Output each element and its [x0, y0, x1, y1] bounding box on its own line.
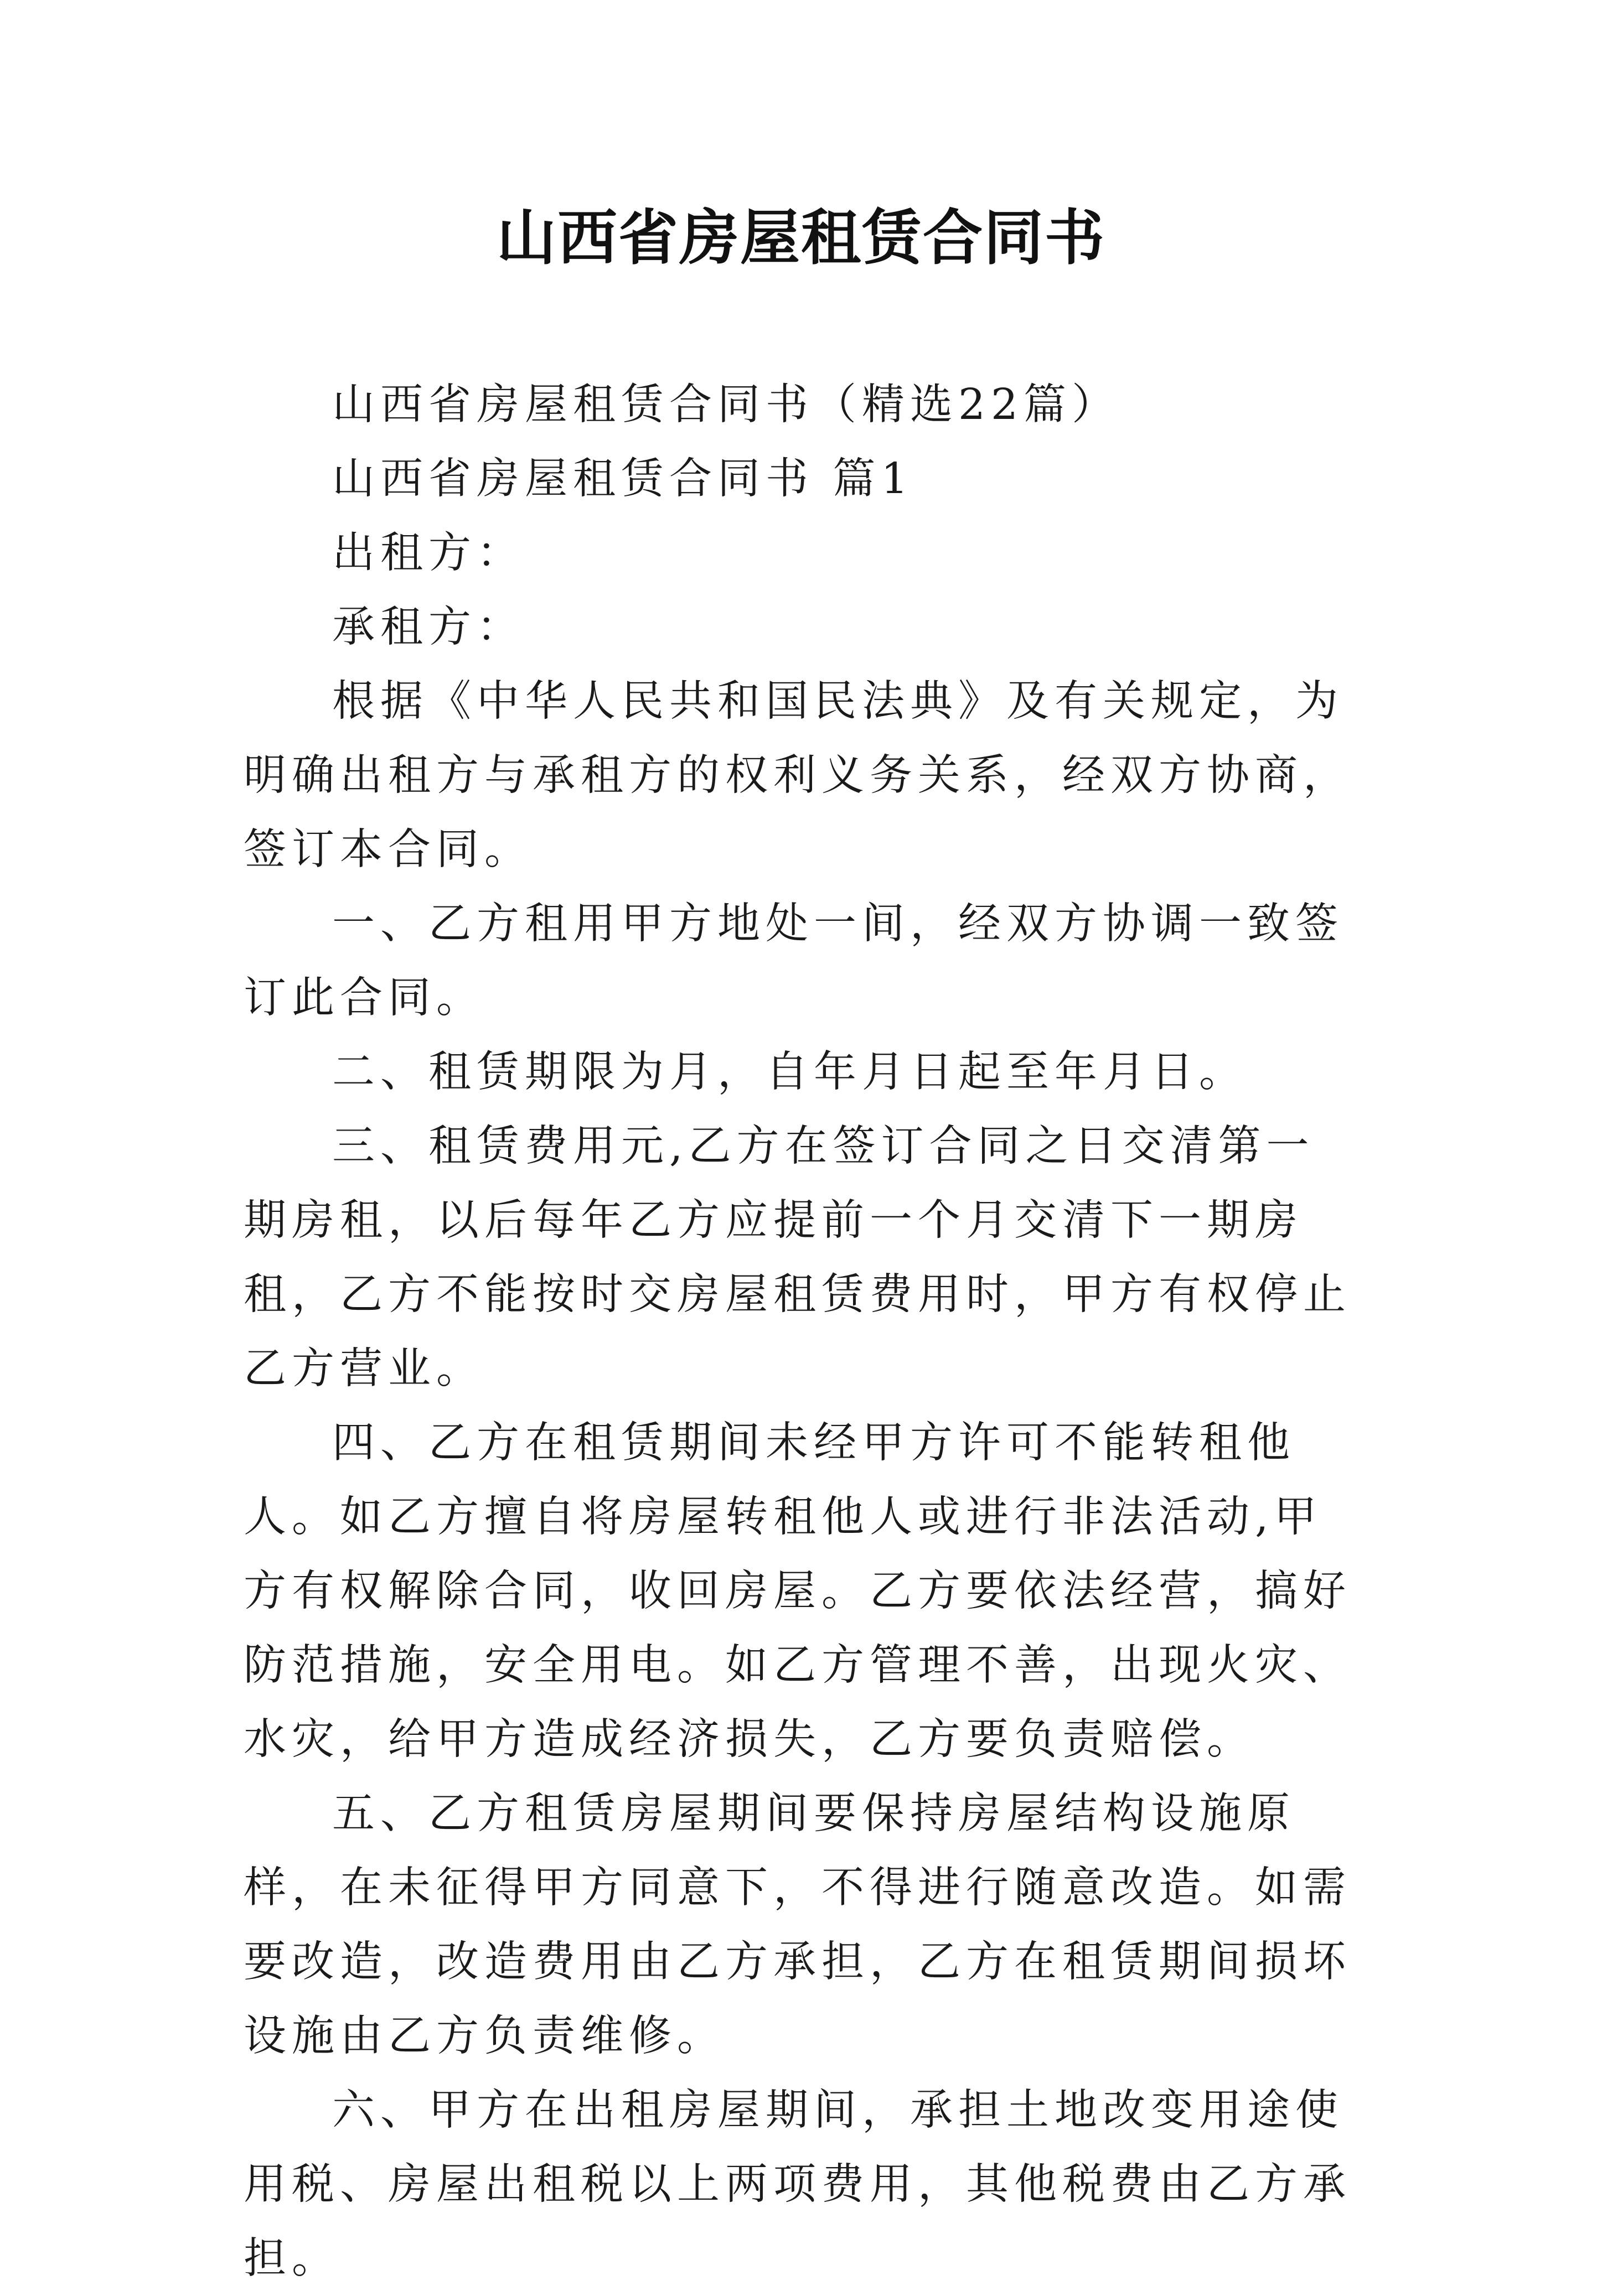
clause-4-paragraph: 四、乙方在租赁期间未经甲方许可不能转租他人。如乙方擅自将房屋转租他人或进行非法活动,甲方有权解除合同，收回房屋。乙方要依法经营，搞好防范措施，安全用电。如乙方管理不善，出现火灾、水灾，给甲方造成经济损失，乙方要负责赔偿。	[244, 1418, 1351, 1764]
clause-3-paragraph: 三、租赁费用元,乙方在签订合同之日交清第一期房租，以后每年乙方应提前一个月交清下一期房租，乙方不能按时交房屋租赁费用时，甲方有权停止乙方营业。	[244, 1122, 1351, 1393]
clause-6-paragraph: 六、甲方在出租房屋期间，承担土地改变用途使用税、房屋出租税以上两项费用，其他税费由乙方承担。	[244, 2086, 1351, 2283]
clause-1-paragraph: 一、乙方租用甲方地处一间，经双方协调一致签订此合同。	[244, 899, 1343, 1023]
clause-5-paragraph: 五、乙方租赁房屋期间要保持房屋结构设施原样，在未征得甲方同意下，不得进行随意改造。如需要改造，改造费用由乙方承担，乙方在租赁期间损坏设施由乙方负责维修。	[244, 1789, 1351, 2061]
preamble-paragraph: 根据《中华人民共和国民法典》及有关规定，为明确出租方与承租方的权利义务关系，经双方协商，签订本合同。	[244, 677, 1351, 874]
subtitle-paragraph: 山西省房屋租赁合同书（精选22篇）	[332, 380, 1120, 429]
document-body	[244, 368, 1362, 2296]
lessee-line: 承租方：	[332, 603, 525, 652]
document-title: 山西省房屋租赁合同书	[496, 203, 1105, 273]
section-heading-paragraph: 山西省房屋租赁合同书 篇1	[332, 454, 914, 504]
lessor-line: 出租方：	[332, 528, 525, 578]
clause-2-paragraph: 二、租赁期限为月，自年月日起至年月日。	[332, 1048, 1247, 1097]
